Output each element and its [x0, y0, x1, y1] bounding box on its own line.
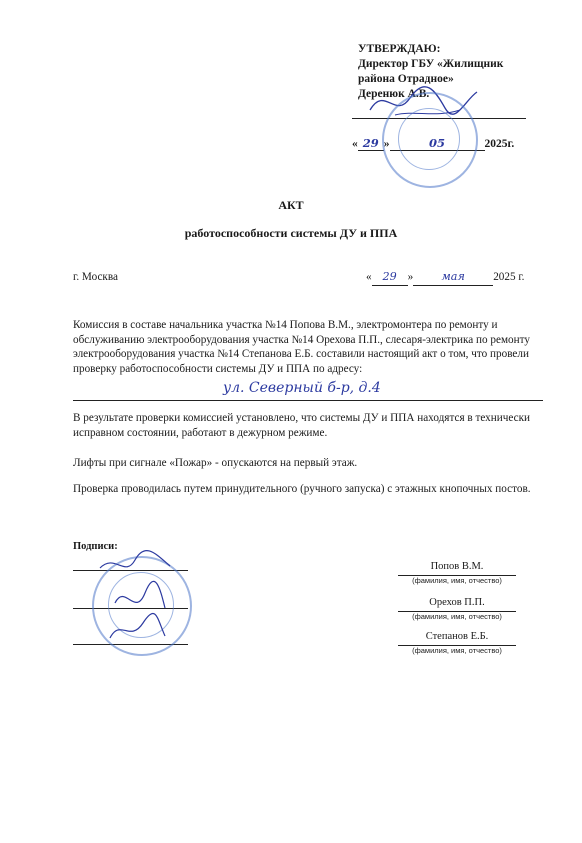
- act-date: [366, 270, 524, 286]
- signatory-caption: (фамилия, имя, отчество): [412, 575, 502, 585]
- signatory-name: Попов В.М.: [398, 560, 516, 576]
- act-date-year: 2025 г.: [493, 271, 525, 283]
- lifts-paragraph: Лифты при сигнале «Пожар» - опускаются на первый этаж.: [73, 457, 358, 469]
- approval-date-month: 05: [390, 136, 485, 151]
- organization-stamp: [382, 92, 478, 188]
- approval-line-2: района Отрадное»: [358, 73, 454, 85]
- act-title: АКТ: [278, 198, 304, 212]
- act-date-day: 29: [372, 270, 408, 286]
- approval-date-open: «: [352, 138, 358, 150]
- signatory-3: [398, 630, 516, 655]
- approval-date-close: »: [383, 138, 390, 150]
- act-date-open: «: [366, 271, 372, 283]
- method-paragraph: Проверка проводилась путем принудительного (ручного запуска) с этажных кнопочных постов.: [73, 483, 531, 495]
- signatory-2: [398, 596, 516, 621]
- act-date-close: »: [407, 271, 414, 283]
- member-signatures: [95, 548, 185, 648]
- approval-date-year: 2025г.: [484, 138, 515, 150]
- address-line: [73, 378, 543, 401]
- address-value: ул. Северный б-р, д.4: [223, 380, 381, 396]
- act-subtitle: работоспособности системы ДУ и ППА: [184, 226, 398, 240]
- commission-paragraph: Комиссия в составе начальника участка №14 Попова В.М., электромонтера по ремонту и обслуживанию электрооборудования участка №14 Орехова П.П., слесаря-электрика по ремонту электрооборудования участка №14 Степанова Е.Б. составили настоящий акт о том, что провели проверку работоспособности системы ДУ и ППА по адресу:: [73, 319, 530, 375]
- signatory-caption: (фамилия, имя, отчество): [412, 611, 502, 621]
- signatures-heading: Подписи:: [73, 541, 118, 552]
- signatory-name: Орехов П.П.: [398, 596, 516, 612]
- signatory-caption: (фамилия, имя, отчество): [412, 645, 502, 655]
- approval-line-1: Директор ГБУ «Жилищник: [358, 58, 504, 70]
- place: г. Москва: [73, 271, 118, 283]
- signatory-name: Степанов Е.Б.: [398, 630, 516, 646]
- result-paragraph: В результате проверки комиссией установлено, что системы ДУ и ППА находятся в технически исправном состоянии, работают в дежурном режиме.: [73, 412, 530, 439]
- approval-line-3: Деренюк А.В.: [358, 88, 430, 100]
- signatory-1: [398, 560, 516, 585]
- act-date-month: мая: [413, 270, 493, 286]
- approval-date-day: 29: [358, 136, 384, 151]
- approval-heading: УТВЕРЖДАЮ:: [358, 43, 441, 55]
